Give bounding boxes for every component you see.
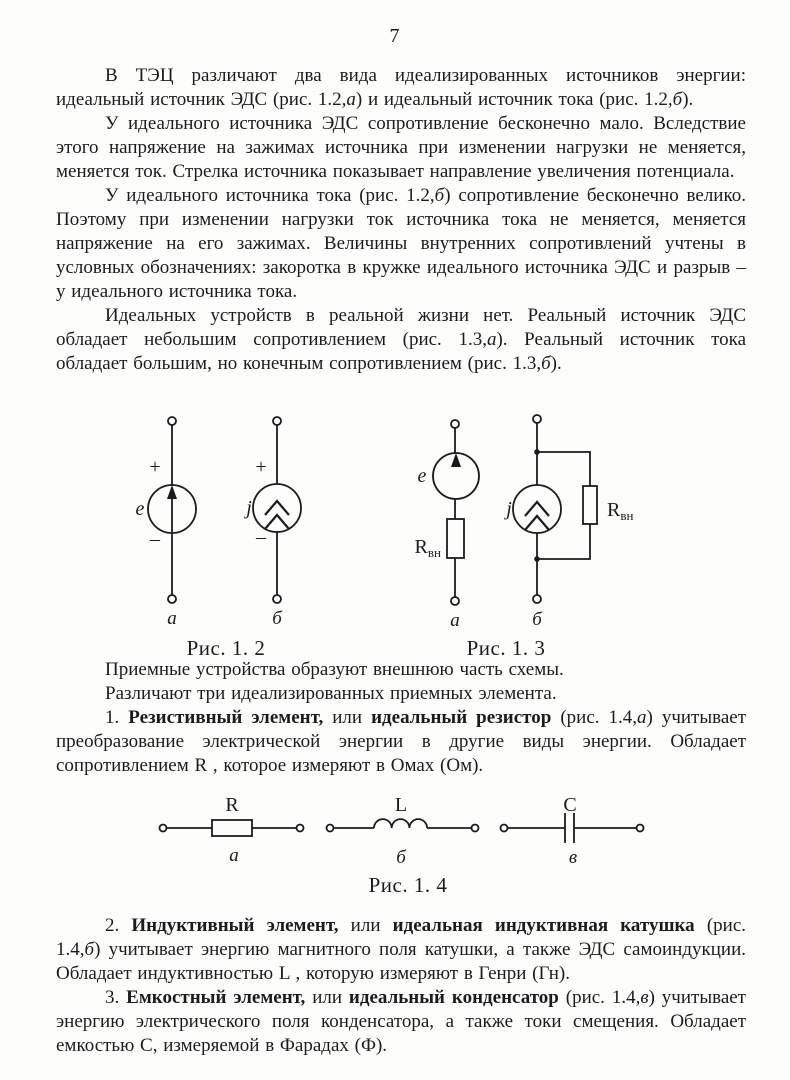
inductor-element (327, 794, 479, 868)
paragraph (56, 112, 746, 184)
plus-sign: + (149, 456, 161, 478)
subfigure-label-a: а (450, 610, 460, 631)
text-block-middle (56, 658, 746, 778)
internal-resistance-label: $R_{вн}$ (414, 536, 441, 560)
text-run: (рис. 1.4, (56, 915, 747, 960)
figure-1-4 (0, 792, 790, 900)
resistor-internal (583, 486, 597, 524)
text-run: Различают три идеализированных приемных элемента. (105, 683, 557, 704)
subfigure-label-b: б (272, 608, 282, 629)
page-number: 7 (389, 25, 401, 47)
minus-sign: – (256, 526, 266, 548)
text-run: ). Реальный источник тока обладает большим, но конечным сопротивлением (рис. 1.3, (56, 329, 747, 374)
inductance-label: L (394, 794, 408, 816)
text-block-top (56, 64, 746, 400)
text-run: ) сопротивление бесконечно велико. Поэтому при изменении нагрузки ток источника тока не меняется, меняется напряжение на его зажимах. Величины внутренних сопротивлений учтены в условных обозначениях: закоротка в кружке идеального источника ЭДС и разрыв – у идеального источника тока. (56, 185, 746, 302)
inductor-coil-symbol (374, 819, 427, 828)
subfigure-label-b: б (532, 609, 542, 630)
text-run: идеальная индуктивная катушка (392, 915, 695, 936)
junction-dot (534, 556, 540, 562)
minus-sign: – (150, 528, 160, 550)
text-run: 2. (105, 915, 132, 936)
text-run: б (541, 353, 551, 374)
text-run: идеальный резистор (371, 707, 552, 728)
paragraph (56, 914, 746, 986)
text-run: Индуктивный элемент, (131, 915, 339, 936)
paragraph (56, 64, 746, 112)
text-run: ). (550, 353, 562, 374)
resistance-label: R (225, 794, 239, 816)
emf-label: e (135, 498, 145, 520)
text-run: б (434, 185, 445, 206)
real-current-source-circuit (503, 415, 633, 630)
text-run: 1. (105, 707, 129, 728)
paragraph (56, 184, 746, 304)
text-run: У идеального источника ЭДС сопротивление бесконечно мало. Вследствие этого напряжение на зажимах источника при изменении нагрузки не меняется, меняется ток. Стрелка источника показывает направление увеличения потенциала. (56, 113, 746, 182)
plus-sign: + (255, 456, 267, 478)
terminal-top (273, 417, 281, 425)
text-run: или (338, 915, 393, 936)
text-run: б (84, 939, 95, 960)
terminal-top (168, 417, 176, 425)
text-run: (рис. 1.4, (558, 987, 641, 1008)
ideal-emf-source-circuit (136, 417, 196, 629)
paragraph (56, 658, 746, 682)
resistor-element (160, 794, 304, 866)
terminal-bottom (533, 595, 541, 603)
figure-caption: Рис. 1. 4 (368, 873, 448, 897)
text-run: а (637, 707, 647, 728)
text-run: идеальный конденсатор (348, 987, 559, 1008)
capacitance-label: C (563, 794, 577, 816)
terminal-top (451, 420, 459, 428)
text-run: ) учитывает энергию электрического поля конденсатора, а также токи смещения. Обладает емкостью С, измеряемой в Фарадах (Ф). (56, 987, 746, 1056)
terminal-bottom (273, 595, 281, 603)
real-emf-source-circuit (415, 420, 479, 631)
text-run: или (323, 707, 372, 728)
capacitor-element (501, 794, 644, 868)
paragraph (56, 706, 746, 778)
terminal-left (501, 825, 508, 832)
paragraph (56, 304, 746, 376)
text-run: Приемные устройства образуют внешнюю часть схемы. (105, 659, 564, 680)
text-run: ) учитывает энергию магнитного поля катушки, а также ЭДС самоиндукции. Обладает индуктивностью L , которую измеряют в Генри (Гн). (56, 939, 746, 984)
terminal-bottom (168, 595, 176, 603)
text-run: ) и идеальный источник тока (рис. 1.2, (355, 89, 673, 110)
figure-caption: Рис. 1. 3 (466, 636, 546, 658)
terminal-right (472, 825, 479, 832)
current-label: j (506, 498, 512, 520)
terminal-right (637, 825, 644, 832)
text-run: 3. (105, 987, 127, 1008)
paragraph (56, 682, 746, 706)
text-run: Резистивный элемент, (128, 707, 324, 728)
text-run: ). (682, 89, 694, 110)
text-run: (рис. 1.4, (551, 707, 638, 728)
text-run: а (486, 329, 497, 350)
text-block-bottom (56, 914, 746, 1058)
figure-1-2-and-1-3 (0, 400, 790, 658)
text-run: У идеального источника тока (рис. 1.2, (105, 185, 435, 206)
terminal-bottom (451, 597, 459, 605)
subfigure-label-a: а (167, 608, 177, 629)
text-run: а (346, 89, 356, 110)
text-run: В ТЭЦ различают два вида идеализированных источников энергии: идеальный источник ЭДС (рис. 1.2, (56, 65, 746, 110)
figure-caption: Рис. 1. 2 (186, 636, 266, 658)
terminal-top (533, 415, 541, 423)
subfigure-label-a: а (229, 845, 239, 866)
junction-dot (534, 449, 540, 455)
internal-resistance-label: $R_{вн}$ (607, 499, 634, 523)
terminal-right (297, 825, 304, 832)
paragraph (56, 986, 746, 1058)
text-run: или (305, 987, 349, 1008)
text-run: в (640, 987, 649, 1008)
text-run: б (672, 89, 683, 110)
text-run: Емкостный элемент, (126, 987, 306, 1008)
resistor-internal (447, 519, 464, 558)
emf-label: e (417, 465, 427, 487)
terminal-left (160, 825, 167, 832)
terminal-left (327, 825, 334, 832)
ideal-current-source-circuit (243, 417, 301, 629)
subfigure-label-b: б (396, 847, 406, 868)
subfigure-label-c: в (568, 847, 578, 868)
text-run: ) учитывает преобразование электрической энергии в другие виды энергии. Обладает сопротивлением R , которое измеряют в Омах (Ом). (56, 707, 747, 776)
current-label: j (246, 497, 252, 519)
resistor-symbol (212, 820, 252, 836)
text-run: Идеальных устройств в реальной жизни нет. Реальный источник ЭДС обладает небольшим сопротивлением (рис. 1.3, (56, 305, 746, 350)
